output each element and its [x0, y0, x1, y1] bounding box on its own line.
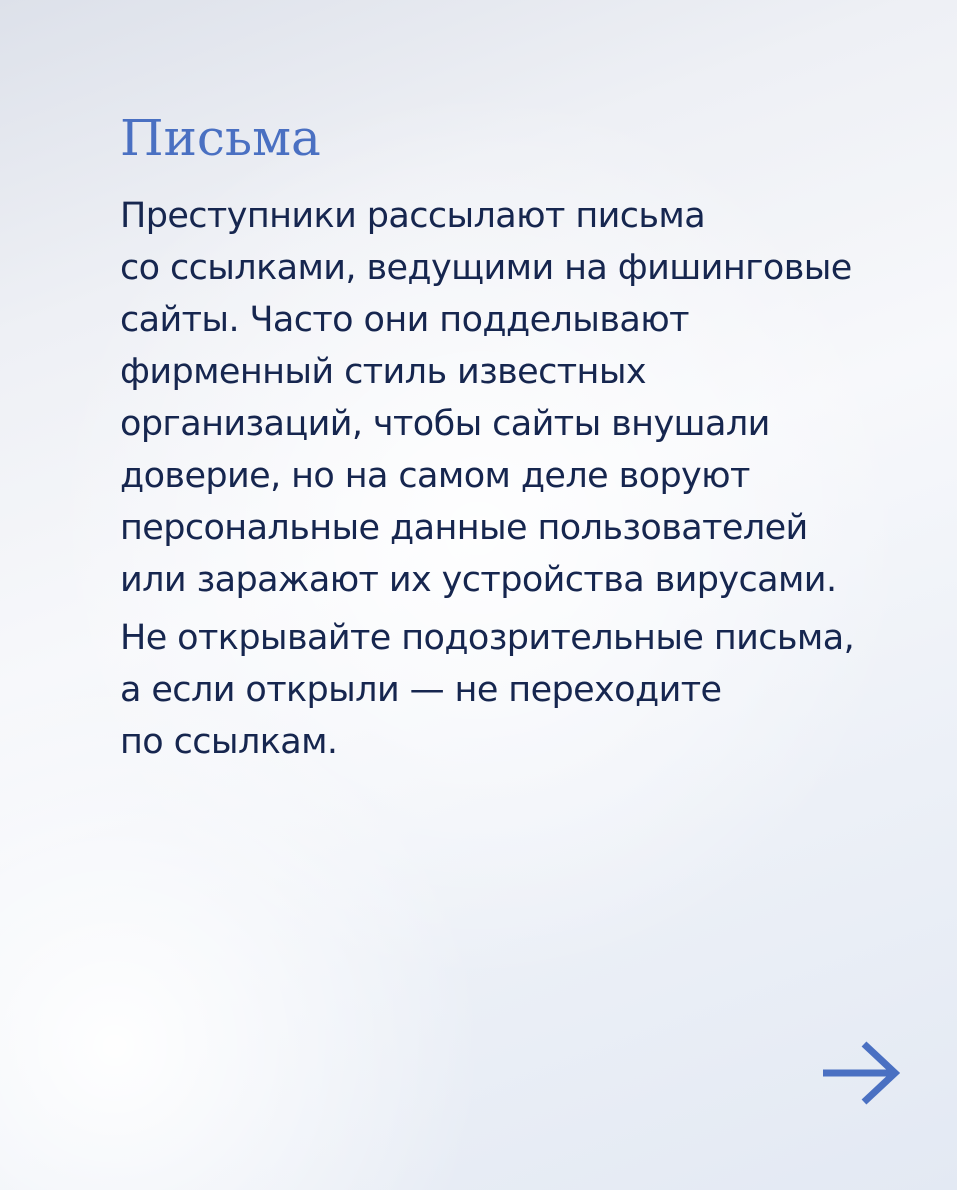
paragraph-advice [120, 612, 920, 768]
text-line: Преступники рассылают письма [120, 196, 706, 236]
text-line: персональные данные пользователей [120, 508, 808, 548]
text-line: Не открывайте подозрительные письма, [120, 618, 855, 658]
paragraph-description [120, 190, 920, 606]
next-slide-button[interactable] [820, 1040, 900, 1106]
text-line: организаций, чтобы сайты внушали [120, 404, 770, 444]
text-line: а если открыли — не переходите [120, 670, 722, 710]
arrow-right-icon [820, 1040, 900, 1106]
slide-title: Письма [120, 109, 321, 167]
text-line: или заражают их устройства вирусами. [120, 560, 837, 600]
text-line: со ссылками, ведущими на фишинговые [120, 248, 852, 288]
text-line: фирменный стиль известных [120, 352, 646, 392]
text-line: сайты. Часто они подделывают [120, 300, 689, 340]
text-line: доверие, но на самом деле воруют [120, 456, 750, 496]
text-line: по ссылкам. [120, 722, 338, 762]
